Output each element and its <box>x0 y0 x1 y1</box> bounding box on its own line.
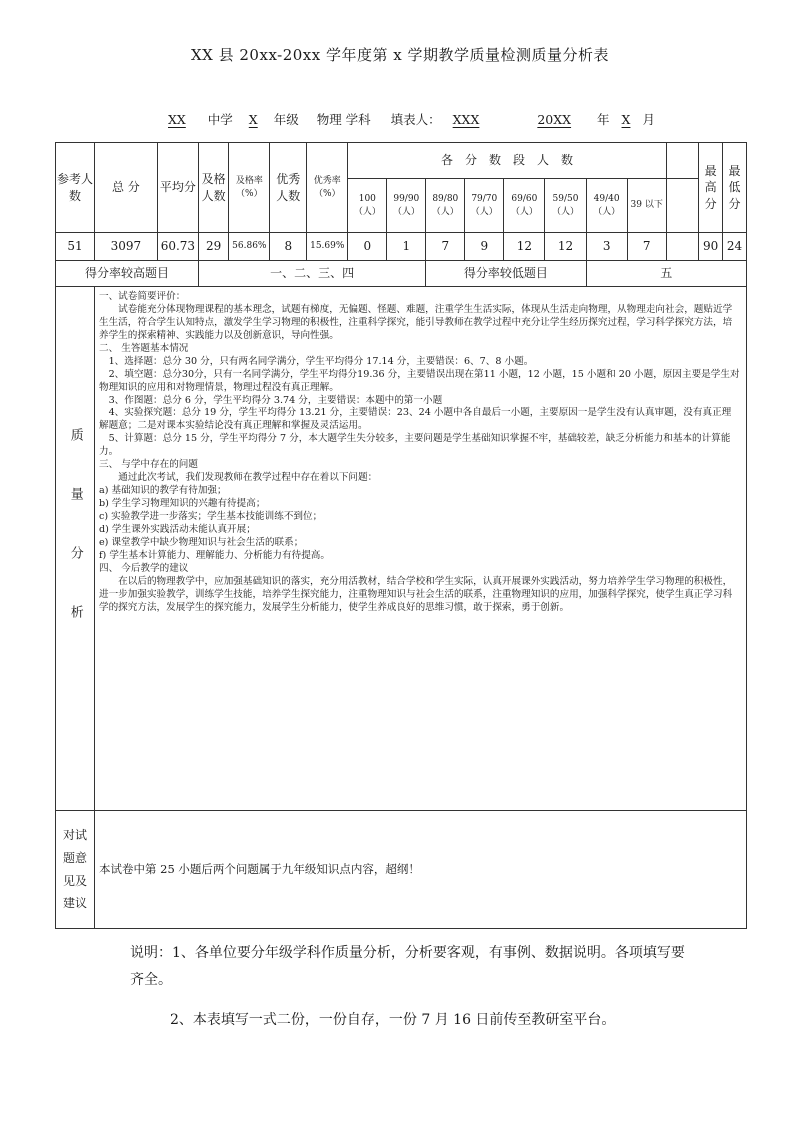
quality-analysis-table <box>55 142 747 929</box>
month-label: 月 <box>642 112 655 127</box>
analysis-line: d) 学生课外实践活动未能认真开展； <box>98 523 256 535</box>
analysis-line: c) 实验教学进一步落实；学生基本技能训练不到位； <box>98 510 323 522</box>
analysis-line: 二、 生答题基本情况 <box>98 342 189 354</box>
rate-low-label: 得分率较低题目 <box>426 261 586 287</box>
header-participants: 参考人数 <box>56 143 95 233</box>
value-segment-90: 1 <box>387 233 426 261</box>
value-max-score: 90 <box>699 233 723 261</box>
page-title: XX 县 20xx-20xx 学年度第 x 学期教学质量检测质量分析表 <box>191 46 609 64</box>
header-excellent-rate: 优秀率（%） <box>307 143 348 233</box>
value-total: 3097 <box>94 233 157 261</box>
analysis-line: 试卷能充分体现物理课程的基本理念，试题有梯度，无偏题、怪题、难题，注重学生生活实际，体现从生活走向物理，从物理走向社会，题贴近学生生活，符合学生认知特点，激发学生学习物理的积极性，注重科学探究，能引导教师在教学过程中充分让学生经历探究过程，学习科学探究方法，培养学生的探索精神、实践能力以及创新意识，导向性强。 <box>98 303 733 341</box>
school-field[interactable]: XX <box>168 112 186 127</box>
header-segment-100: 100（人） <box>348 179 387 233</box>
header-segment-50: 59/50（人） <box>545 179 586 233</box>
analysis-label-cell <box>56 287 95 811</box>
header-max-score: 最高分 <box>699 143 723 233</box>
analysis-line: 通过此次考试，我们发现教师在教学过程中存在着以下问题： <box>118 472 378 484</box>
header-min-score: 最低分 <box>723 143 747 233</box>
header-segment-below-39: 39 以下 <box>627 179 666 233</box>
value-participants: 51 <box>56 233 95 261</box>
analysis-line: 2、填空题：总分30分，只有一名同学满分，学生平均得分19.36 分，主要错误出现在第11 小题，12 小题，15 小题和 20 小题，原因主要是学生对物理知识的应用和对物理情景，物理过程没有真正理解。 <box>98 368 740 393</box>
grade-field[interactable]: X <box>248 112 258 127</box>
analysis-line: 3、作图题：总分 6 分，学生平均得分 3.74 分，主要错误：本题中的第一小题 <box>108 394 443 406</box>
note-2: 2、本表填写一式二份，一份自存，一份 7 月 16 日前传至教研室平台。 <box>170 1012 616 1029</box>
month-field[interactable]: X <box>621 112 631 127</box>
filler-label: 填表人： <box>390 112 441 127</box>
value-excellent-count: 8 <box>270 233 307 261</box>
analysis-line: a) 基础知识的教学有待加强； <box>98 485 227 497</box>
header-excellent-count: 优秀人数 <box>270 143 307 233</box>
opinion-text: 本试卷中第 25 小题后两个问题属于九年级知识点内容，超纲！ <box>94 811 746 929</box>
value-segment-40: 3 <box>586 233 627 261</box>
header-average: 平均分 <box>157 143 198 233</box>
header-segments-title: 各 分 数 段 人 数 <box>348 143 666 179</box>
header-pass-count: 及格人数 <box>198 143 228 233</box>
rate-high-label: 得分率较高题目 <box>56 261 199 287</box>
header-segment-60: 69/60（人） <box>504 179 545 233</box>
school-label: 中学 <box>207 112 233 127</box>
year-label: 年 <box>597 112 610 127</box>
header-spacer-2 <box>666 179 698 233</box>
value-pass-count: 29 <box>198 233 228 261</box>
filler-field[interactable]: XXX <box>452 112 480 127</box>
value-segment-80: 7 <box>426 233 465 261</box>
rate-low-value: 五 <box>586 261 746 287</box>
rate-high-value: 一、二、三、四 <box>198 261 425 287</box>
analysis-line: 4、实验探究题：总分 19 分，学生平均得分 13.21 分，主要错误：23、24 小题中各自最后一小题，主要原因一是学生没有认真审题，没有真正理解题意；二是对课本实验结论没有真正理解和掌握及灵活运用。 <box>98 407 732 432</box>
analysis-line: 1、选择题：总分 30 分，只有两名同学满分，学生平均得分 17.14 分，主要错误：6、7、8 小题。 <box>108 355 534 367</box>
header-segment-80: 89/80（人） <box>426 179 465 233</box>
subject-label: 物理 学科 <box>316 112 371 127</box>
notes <box>130 940 690 1034</box>
grade-label: 年级 <box>273 112 299 127</box>
value-segment-70: 9 <box>465 233 504 261</box>
analysis-line: f) 学生基本计算能力、理解能力、分析能力有待提高。 <box>98 549 330 561</box>
value-spacer <box>666 233 698 261</box>
header-pass-rate: 及格率（%） <box>229 143 270 233</box>
header-segment-40: 49/40（人） <box>586 179 627 233</box>
value-segment-50: 12 <box>545 233 586 261</box>
value-excellent-rate: 15.69% <box>307 233 348 261</box>
analysis-line: 三、 与学中存在的问题 <box>98 459 198 471</box>
analysis-line: b) 学生学习物理知识的兴趣有待提高； <box>98 498 266 509</box>
analysis-line: 四、 今后教学的建议 <box>98 562 189 574</box>
analysis-content <box>94 287 746 811</box>
value-pass-rate: 56.86% <box>229 233 270 261</box>
header-segment-70: 79/70（人） <box>465 179 504 233</box>
note-1: 说明：1、各单位要分年级学科作质量分析，分析要客观，有事例、数据说明。各项填写要齐全。 <box>130 945 685 988</box>
form-info-line <box>150 110 655 128</box>
header-spacer <box>666 143 698 179</box>
analysis-line: 在以后的物理教学中，应加强基础知识的落实，充分用活教材，结合学校和学生实际，认真开展课外实践活动，努力培养学生学习物理的积极性，进一步加强实验教学，训练学生技能，培养学生探究能力，注重物理知识与社会生活的联系，注重物理知识的应用，加强科学探究，使学生真正学习科学的探究方法，发展学生的探究能力，发展学生分析能力，使学生养成良好的思维习惯，敢于探索，勇于创新。 <box>98 575 733 613</box>
analysis-line: 一、试卷简要评价： <box>98 291 186 302</box>
value-min-score: 24 <box>723 233 747 261</box>
header-total: 总 分 <box>94 143 157 233</box>
header-segment-90: 99/90（人） <box>387 179 426 233</box>
value-segment-below-39: 7 <box>627 233 666 261</box>
opinion-label: 对试题意见及建议 <box>56 811 95 929</box>
analysis-line: e) 课堂教学中缺少物理知识与社会生活的联系； <box>98 536 304 548</box>
value-segment-60: 12 <box>504 233 545 261</box>
analysis-line: 5、计算题：总分 15 分，学生平均得分 7 分，本大题学生失分较多，主要问题是学生基础知识掌握不牢，基础较差，缺乏分析能力和基本的计算能力。 <box>98 433 731 458</box>
value-average: 60.73 <box>157 233 198 261</box>
value-segment-100: 0 <box>348 233 387 261</box>
year-field[interactable]: 20XX <box>537 112 572 127</box>
analysis-label: 质量分析 <box>67 428 83 665</box>
